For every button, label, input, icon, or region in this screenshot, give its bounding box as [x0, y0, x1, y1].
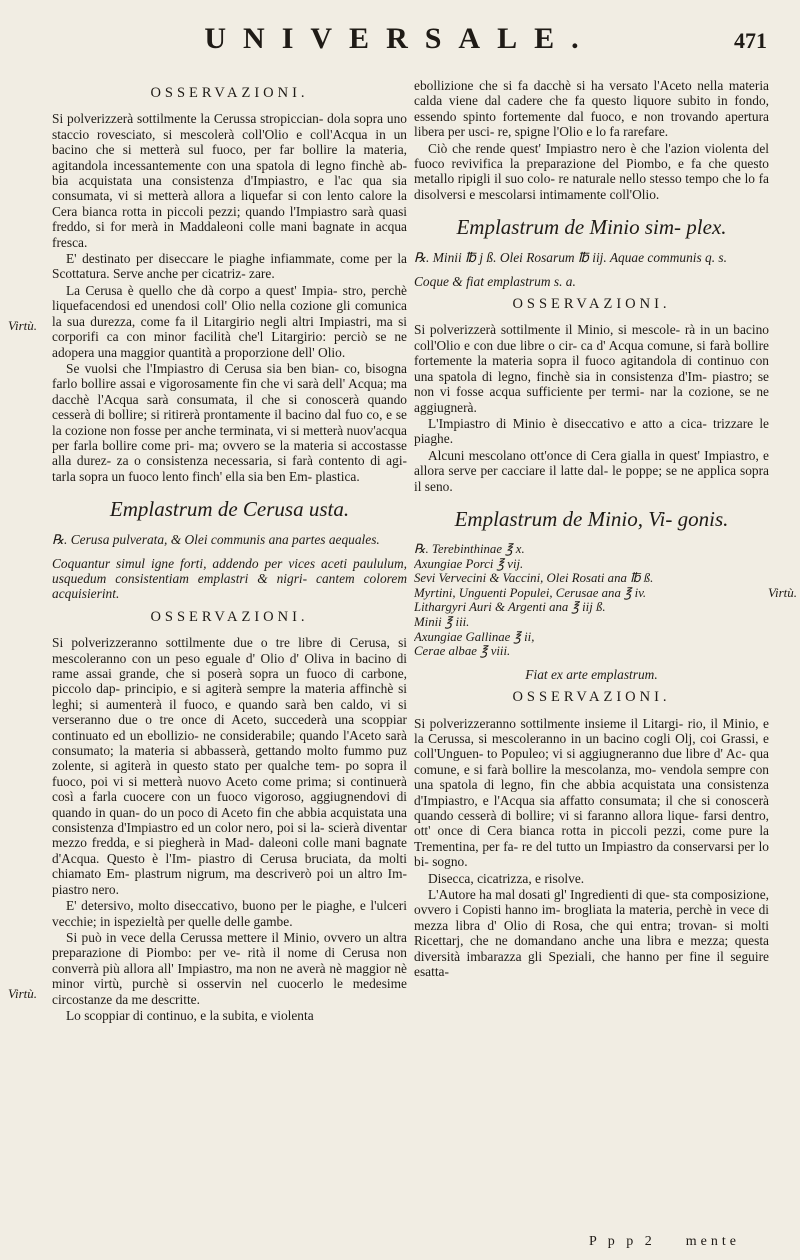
ingredient-line: ℞. Terebinthinae ℥ x. [414, 541, 525, 556]
left-column [52, 78, 407, 1248]
section-heading: OSSERVAZIONI. [150, 85, 309, 101]
paragraph: E' destinato per diseccare le piaghe infiammate, come per la Scottatura. Serve anche per cicatriz- zare. [52, 251, 407, 282]
page-header [0, 0, 800, 70]
recipe-ingredients: ℞. Cerusa pulverata, & Olei communis ana partes aequales. [52, 532, 380, 548]
ingredient-line: Cerae albae ℥ viii. [414, 644, 511, 659]
recipe-method: Coque & fiat emplastrum s. a. [414, 273, 576, 289]
recipe-title: Emplastrum de Cerusa usta. [109, 497, 350, 522]
paragraph: Si polverizzerà sottilmente la Cerussa stropiccian- dola sopra uno staccio rovesciato, si mescolerà coll'Olio e coll'Acqua in un bacino che si metterà sul fuoco, per far bollire la materia, agitandola incessantemente con una spatola di legno finchè ab- bia acquistata una consistenza d'Impiastro, e l'ac qua sia consumata, vi si metterà allora a liquefar si con lento calore la Cera bianca rotta in piccoli pezzi; quando l'Impiastro sarà quasi freddo, si for merà in Maddaleoni colle mani bagnate in acqua fresca. [52, 111, 407, 250]
paragraph: Alcuni mescolano ott'once di Cera gialla in quest' Impiastro, e allora serve per cacciare il latte dal- le poppe; se ne applica sopra il seno. [414, 447, 769, 494]
paragraph: Ciò che rende quest' Impiastro nero è che l'azion violenta del fuoco revivifica la preparazione del Piombo, e fa che questo metallo ripigli il suo colo- re naturale nello stesso tempo che lo fa disolversi e mescolarsi intimamente coll'Olio. [414, 140, 769, 202]
signature-mark: P p p 2 [589, 1234, 656, 1249]
section-heading: OSSERVAZIONI. [512, 689, 671, 706]
page-number: 471 [734, 28, 767, 53]
ingredient-line: Axungiae Porci ℥ vij. [414, 556, 524, 571]
section-heading: OSSERVAZIONI. [512, 296, 671, 313]
recipe-ingredient-list [414, 542, 769, 659]
ingredient-line: Lithargyri Auri & Argenti ana ℥ iij ß. [414, 600, 606, 615]
recipe-title: Emplastrum de Minio, Vi- gonis. [454, 506, 729, 531]
paragraph: ebollizione che si fa dacchè si ha versato l'Aceto nella materia calda viene dal cadere che fa questo liquore subito in fondo, essendo spinto fortemente dal fuoco, e non trovando apertura libera per usci- re, spigne l'Olio e lo fa rarefare. [414, 78, 769, 140]
ingredient-line: Axungiae Gallinae ℥ ii, [414, 629, 535, 644]
paragraph: La Cerusa è quello che dà corpo a quest' Impia- stro, perchè liquefacendosi ed unendosi coll' Olio nella cozione gli comunica la sua durezza, come fa il Litargirio negli altri Impiastri, ma si corporifi ca con minor facilità che'l Litargirio: perciò se ne adopera una maggior quantità a proporzione dell' Olio. [52, 282, 407, 360]
ingredient-line: Minii ℥ iii. [414, 614, 470, 629]
section-heading: OSSERVAZIONI. [150, 608, 309, 625]
margin-note-virtu-3: Virtù. [768, 585, 798, 600]
margin-note-virtu-1: Virtù. [8, 318, 38, 333]
paragraph: E' detersivo, molto diseccativo, buono per le piaghe, e l'ulceri vecchie; in ispezieltà per quelle delle gambe. [52, 898, 407, 929]
recipe-method: Coquantur simul igne forti, addendo per vices aceti paululum, usquedum consistentiam emplastri & nigri- cantem colorem acquisierint. [52, 555, 407, 602]
ingredient-line: Sevi Vervecini & Vaccini, Olei Rosati ana ℔ ß. [414, 571, 654, 586]
paragraph: Si polverizzeranno sottilmente insieme il Litargi- rio, il Minio, e la Cerussa, si mescoleranno in un bacino cogli Olj, coi Grassi, e coll'Unguen- to Populeo; vi si aggiugneranno due libre d' Ac- qua comune, e si farà bollire la mescolanza, mo- vendola sempre con una spatola di legno, fin che abbia acquistata una consistenza d'Impiastro, e l'Acqua sia affatto consumata; il che si conoscerà quando cesserà di bollire; vi si faranno allora lique- farsi dentro, ott' once di Cera bianca rotta in piccoli pezzi, come pure la Trementina, per fa- re del tutto un Impiastro da conservarsi per lo bi- sogno. [414, 715, 769, 870]
paragraph: L'Impiastro di Minio è diseccativo e atto a cica- trizzare le piaghe. [414, 415, 769, 447]
recipe-title: Emplastrum de Minio sim- plex. [456, 215, 727, 240]
paragraph: L'Autore ha mal dosati gl' Ingredienti di que- sta composizione, ovvero i Copisti hanno im- brogliata la materia, perchè in vece di mezza libra d' Olio di Rosa, che qui entra; trovan- si molti Ricettarj, che ne domandano anche una libra e mezza; questa diversità imbarazza gli Speziali, che hanno per fine il seguire esatta- [414, 886, 769, 979]
recipe-method: Fiat ex arte emplastrum. [525, 666, 658, 682]
paragraph: Si polverizzerà sottilmente il Minio, si mescole- rà in un bacino coll'Olio e con due libre o cir- ca d' Acqua comune, si farà bollire fortemente la materia sopra il fuoco agitandola di continuo con una spatola di legno, finchè sia in consistenza d'Im- piastro; se non vi fosse acqua sufficiente per termi- nar la cozione, se ne aggiugnerà. [414, 322, 769, 415]
paragraph: Si polverizzeranno sottilmente due o tre libre di Cerusa, si mescoleranno con un peso eguale d' Olio d' Oliva in bacino di rame assai grande, che si poserà sopra un fuoco di carbone, piccolo dap- principio, e si agiterà sempre la materia affinchè si leghi; si aumenterà il fuoco, e quando sarà ben caldo, vi si verseranno due o tre once di Aceto, succederà una scoppiar continuato ed un ebollizio- ne considerabile; quando l'Aceto sarà consumato; la materia si abbasserà, gettando molto fummo puz zolente, si agiterà in questo stato per qualche tem- po sopra il fuoco, poi vi si metterà nuovo Aceto come prima; si continuerà così a farla cuocere con un fuoco vigoroso, aggiugnendovi di quando in quan- do un poco di Aceto fin che abbia acquistata una consistenza d'Impiastro ed un color nero, poi si la- scierà diventar mezzo fredda, e si piegherà in Mad- daleoni colle mani bagnate d'Acqua. Questo è l'Im- piastro di Cerusa bruciata, da molti chiamato Em- plastrum nigrum, ma descriverò poi un altro Im- piastro nero. [52, 635, 407, 897]
recipe-ingredients: ℞. Minii ℔ j ß. Olei Rosarum ℔ iij. Aquae communis q. s. [414, 250, 727, 266]
paragraph: Se vuolsi che l'Impiastro di Cerusa sia ben bian- co, bisogna farlo bollire assai e vigorosamente fin che vi sarà dell' Acqua; ma dacchè l'Acqua sarà consumata, il che si conoscerà quando cesserà di bollire; si ritirerà prontamente il bacino dal fuo co, e se la cozione non fosse per anche terminata, vi si metterà nuov'acqua per farla bollire come pri- ma; ovvero se la materia si accostasse alla durez- za o consistenza necessaria, si farà contento di agi- tarla sopra un fuoco lento finch' ella sia ben Em- plastica. [52, 360, 407, 484]
signature-line [589, 1234, 740, 1250]
paragraph: Lo scoppiar di continuo, e la subita, e violenta [66, 1007, 314, 1023]
ingredient-line: Myrtini, Unguenti Populei, Cerusae ana ℥ iv. [414, 585, 647, 600]
catchword: mente [685, 1234, 740, 1249]
running-title: UNIVERSALE. [204, 22, 596, 55]
right-column [414, 78, 769, 1248]
paragraph: Si può in vece della Cerussa mettere il Minio, ovvero un altra preparazione di Piombo: per ve- rità il nome di Cerusa non converrà più allora all' Impiastro, ma non ne averà nè maggior nè minor virtù, purchè si osservin nel cuocerlo le medesime circostanze da me descritte. [52, 929, 407, 1007]
margin-note-virtu-2: Virtù. [8, 986, 38, 1001]
paragraph: Disecca, cicatrizza, e risolve. [428, 870, 585, 886]
